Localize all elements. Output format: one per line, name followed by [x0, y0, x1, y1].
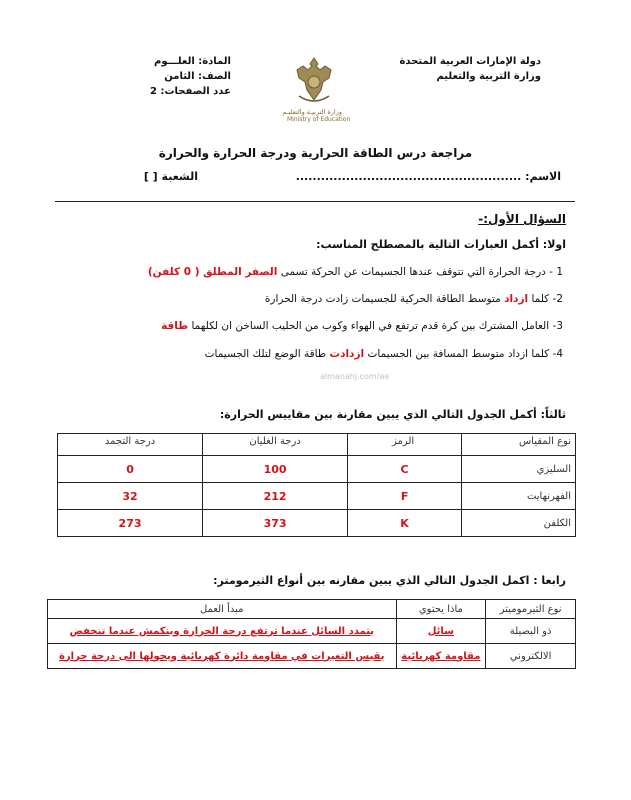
table-cell: 273 [58, 510, 203, 537]
table-header-cell: الرمز [348, 434, 462, 456]
thermometer-types-table [47, 599, 576, 669]
divider-line [55, 201, 575, 202]
fill-item-text: 3- العامل المشترك بين كرة قدم ترتفع في الهواء وكوب من الحليب الساخن ان لكلهما [191, 320, 563, 332]
fill-item-answer: طاقة [161, 320, 189, 332]
table-cell: يقيس التغيرات في مقاومة دائرة كهربائية ويحولها الى درجة حرارة [48, 644, 397, 669]
table-cell: 373 [203, 510, 348, 537]
question-1-heading: السؤال الأول:- [478, 212, 566, 226]
table-header-cell: نوع الثيرموميتر [486, 600, 576, 619]
table-header-cell: مبدأ العمل [48, 600, 397, 619]
table-cell: 0 [58, 456, 203, 483]
header-subject-block [150, 54, 231, 99]
table-header-cell: درجة التجمد [58, 434, 203, 456]
table-cell: 32 [58, 483, 203, 510]
table-cell: K [348, 510, 462, 537]
fill-item-answer: الصفر المطلق ( 0 كلفن) [147, 266, 278, 278]
page-title: مراجعة درس الطاقة الحرارية ودرجة الحرارة والحرارة [158, 146, 473, 160]
pages-label: عدد الصفحات: 2 [150, 86, 231, 97]
part-4-instruction: رابعا : اكمل الجدول التالي الذي يبين مقارنه بين أنواع الثيرمومتر: [213, 574, 566, 587]
fill-item-2 [265, 293, 563, 305]
table-cell: الالكتروني [486, 644, 576, 669]
fill-item-1 [148, 266, 563, 278]
thermometer-scales-table [57, 433, 576, 537]
fill-item-text: طاقة الوضع لتلك الجسيمات [204, 348, 327, 360]
table-cell: الفهرنهايت [462, 483, 576, 510]
table-cell: الكلفن [462, 510, 576, 537]
table-header-cell: درجة الغليان [203, 434, 348, 456]
table-row [58, 456, 576, 483]
table-row [48, 619, 576, 644]
logo-ar-text: وزارة التربيـة والتعليـم [282, 108, 342, 116]
logo-en-text: Ministry of Education [287, 116, 351, 123]
table-row [58, 483, 576, 510]
fill-item-3 [161, 320, 563, 332]
watermark: almanahj.com/ae [320, 372, 390, 381]
ministry-logo [282, 54, 351, 126]
name-field-label: الاسم: ...................................................... [295, 170, 561, 183]
section-field-label: الشعبة [ ] [143, 170, 199, 183]
part-3-instruction: ثالثاً: أكمل الجدول التالي الذي يبين مقارنة بين مقاييس الحرارة: [219, 408, 566, 421]
table-cell: 212 [203, 483, 348, 510]
name-row [144, 170, 561, 183]
table-row [48, 644, 576, 669]
fill-item-text: 2- كلما [531, 293, 563, 305]
country-name: دولة الإمارات العربية المتحدة [399, 56, 541, 67]
fill-item-answer: ازداد [504, 293, 529, 305]
table-row [58, 510, 576, 537]
part-1-instruction: اولا: أكمل العبارات التالية بالمصطلح المناسب: [316, 238, 566, 251]
table-header-cell: نوع المقياس [462, 434, 576, 456]
table-cell: السليزي [462, 456, 576, 483]
table-cell: ذو البصيلة [486, 619, 576, 644]
table-cell: سائل [396, 619, 486, 644]
table-cell: يتمدد السائل عندما ترتفع درجة الحرارة وينكمش عندما تنخفض [48, 619, 397, 644]
subject-label: المادة: العلـــوم [154, 56, 231, 67]
table-cell: مقاومة كهربائية [396, 644, 486, 669]
fill-item-text: 4- كلما ازداد متوسط المسافة بين الجسيمات [367, 348, 563, 360]
fill-item-text: متوسط الطاقة الحركية للجسيمات زادت درجة الحرارة [264, 293, 501, 305]
table-header-row [58, 434, 576, 456]
eagle-emblem-icon [287, 54, 342, 106]
grade-label: الصف: الثامن [164, 71, 231, 82]
table-cell: C [348, 456, 462, 483]
table-cell: F [348, 483, 462, 510]
fill-item-4 [205, 348, 563, 360]
table-header-row [48, 600, 576, 619]
fill-item-text: 1 - درجة الحرارة التي تتوقف عندها الجسيمات عن الحركة تسمى [280, 266, 563, 278]
fill-item-answer: ازدادت [329, 348, 365, 360]
table-cell: 100 [203, 456, 348, 483]
ministry-name: وزارة التربية والتعليم [436, 71, 541, 82]
header-ministry-block [400, 54, 541, 84]
table-header-cell: ماذا يحتوي [396, 600, 486, 619]
